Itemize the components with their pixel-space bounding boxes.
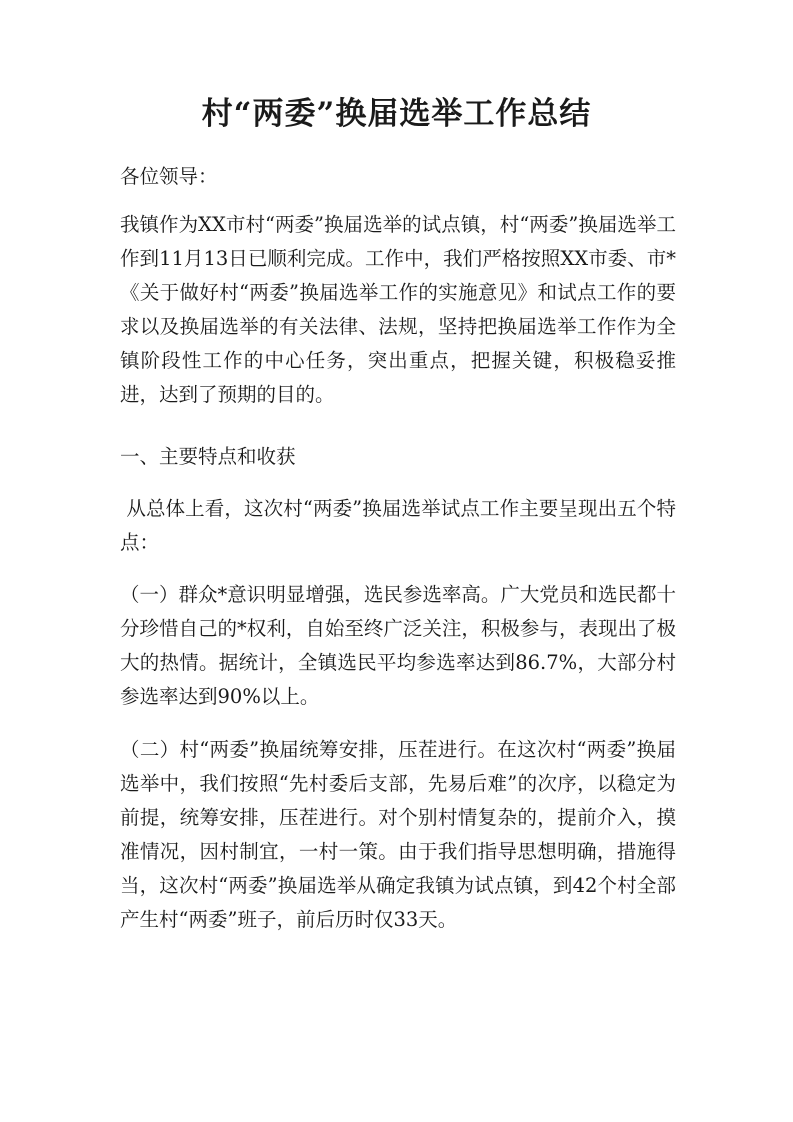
point-one-paragraph: （一）群众*意识明显增强，选民参选率高。广大党员和选民都十分珍惜自己的*权利，自始至终广泛关注，积极参与，表现出了极大的热情。据统计，全镇选民平均参选率达到86.7%，大部分村参选率达到90%以上。 <box>120 583 676 708</box>
salutation-paragraph: 各位领导： <box>120 165 218 188</box>
point-two-paragraph: （二）村“两委”换届统筹安排，压茬进行。在这次村“两委”换届选举中，我们按照“先村委后支部，先易后难”的次序，以稳定为前提，统筹安排，压茬进行。对个别村情复杂的，提前介入，摸准情况，因村制宜，一村一策。由于我们指导思想明确，措施得当，这次村“两委”换届选举从确定我镇为试点镇，到42个村全部产生村“两委”班子，前后历时仅33天。 <box>120 738 676 931</box>
section-heading: 一、主要特点和收获 <box>120 445 296 468</box>
intro-paragraph: 我镇作为XX市村“两委”换届选举的试点镇，村“两委”换届选举工作到11月13日已顺利完成。工作中，我们严格按照XX市委、市*《关于做好村“两委”换届选举工作的实施意见》和试点工作的要求以及换届选举的有关法律、法规，坚持把换届选举工作作为全镇阶段性工作的中心任务，突出重点，把握关键，积极稳妥推进，达到了预期的目的。 <box>120 213 676 406</box>
document-title: 村“两委”换届选举工作总结 <box>201 96 592 132</box>
overview-paragraph: 从总体上看，这次村“两委”换届选举试点工作主要呈现出五个特点： <box>120 497 676 554</box>
